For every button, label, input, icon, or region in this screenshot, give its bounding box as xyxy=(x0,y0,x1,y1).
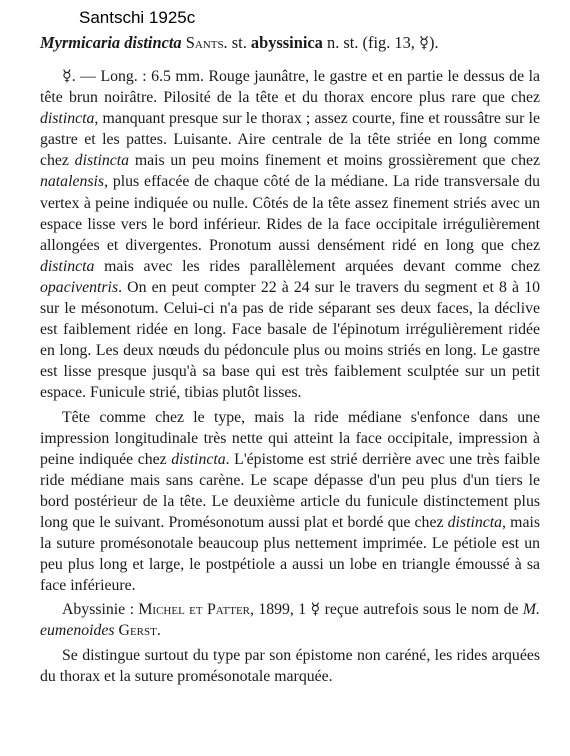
text-run: , 1899, 1 ☿ reçue autrefois sous le nom de xyxy=(250,601,523,619)
italic-taxon: distincta xyxy=(74,152,130,170)
figure-reference: (fig. 13, ☿). xyxy=(362,33,439,52)
paragraph-head-description xyxy=(40,407,540,597)
paragraph-locality xyxy=(40,599,540,641)
italic-taxon: opaciventris xyxy=(40,278,119,296)
text-run: Se distingue surtout du type par son épistome non caréné, les rides arquées du thorax et la suture promésonotale marquée. xyxy=(40,646,540,685)
collector-names: Michel et Patter xyxy=(138,601,250,619)
taxon-author: Sants. xyxy=(185,33,228,52)
description-body xyxy=(40,66,540,687)
text-run: ☿. — Long. : 6.5 mm. Rouge jaunâtre, le gastre et en partie le dessus de la tête brun noirâtre. Pilosité de la tête et du thorax encore plus rare que chez xyxy=(40,68,540,107)
subspecies-name: abyssinica xyxy=(250,33,323,52)
taxon-rank: st. xyxy=(231,33,247,52)
text-run: . L'épistome est strié derrière avec une très faible ride médiane mais sans carène. Le scape dépasse d'un peu plus d'un tiers le bord postérieur de la tête. Le deuxième article du funicule distinctement plus long que le suivant. Promésonotum aussi plat et bordé que chez xyxy=(40,450,540,531)
italic-taxon: distincta xyxy=(171,450,226,468)
citation-header: Santschi 1925c xyxy=(79,8,196,27)
paragraph-worker-description xyxy=(40,66,540,404)
italic-taxon: distincta, xyxy=(447,513,506,531)
text-run: mais avec les rides parallèlement arquées devant comme chez xyxy=(94,257,540,275)
text-run: . xyxy=(156,622,161,640)
taxon-status: n. st. xyxy=(327,33,359,52)
paragraph-diagnosis xyxy=(40,645,540,687)
text-run: mais la suture promésonotale beaucoup plus nettement imprimée. Le pétiole est un peu plus long et large, le postpétiole a aussi un lobe en triangle émoussé à sa face inférieure. xyxy=(40,513,540,595)
italic-taxon: natalensis xyxy=(40,173,105,191)
text-run: mais un peu moins finement et moins grossièrement que chez xyxy=(129,152,540,170)
text-run: . On en peut compter 22 à 24 sur le travers du segment et 8 à 10 sur le mésonotum. Celui-ci n'a pas de ride séparant ses deux faces, la déclive est faiblement ridée en long. Face basale de l'épinotum irrégulièrement ridée en long. Les deux nœuds du pédoncule plus ou moins striés en long. Le gastre est lisse presque jusqu'à sa base qui est très faiblement sculptée sur un petit espace. Funicule strié, tibias plutôt lisses. xyxy=(40,278,540,402)
taxon-name: Myrmicaria distincta xyxy=(40,33,182,52)
text-run: Abyssinie : xyxy=(62,601,139,619)
italic-taxon: distincta xyxy=(40,257,95,275)
text-run: Tête comme chez le type, mais la ride médiane s'enfonce dans une impression longitudinale très nette qui atteint la face occipitale, impression à peine indiquée chez xyxy=(40,408,540,468)
text-run: , manquant presque sur le thorax ; assez courte, fine et roussâtre sur le gastre et les pattes. Luisante. Aire centrale de la tête striée en long comme chez xyxy=(40,110,540,170)
author-name: Gerst xyxy=(118,622,157,640)
text-run: , plus effacée de chaque côté de la médiane. La ride transversale du vertex à peine indiquée ou nulle. Côtés de la tête assez finement striés avec un espace lisse vers le bord inférieur. Rides de la face occipitale irrégulièrement allongées et divergentes. Pronotum aussi densément ridé en long que chez xyxy=(40,173,540,254)
italic-taxon: M. eumenoides xyxy=(40,601,540,640)
italic-taxon: distincta xyxy=(40,110,95,128)
taxon-title xyxy=(40,33,540,53)
